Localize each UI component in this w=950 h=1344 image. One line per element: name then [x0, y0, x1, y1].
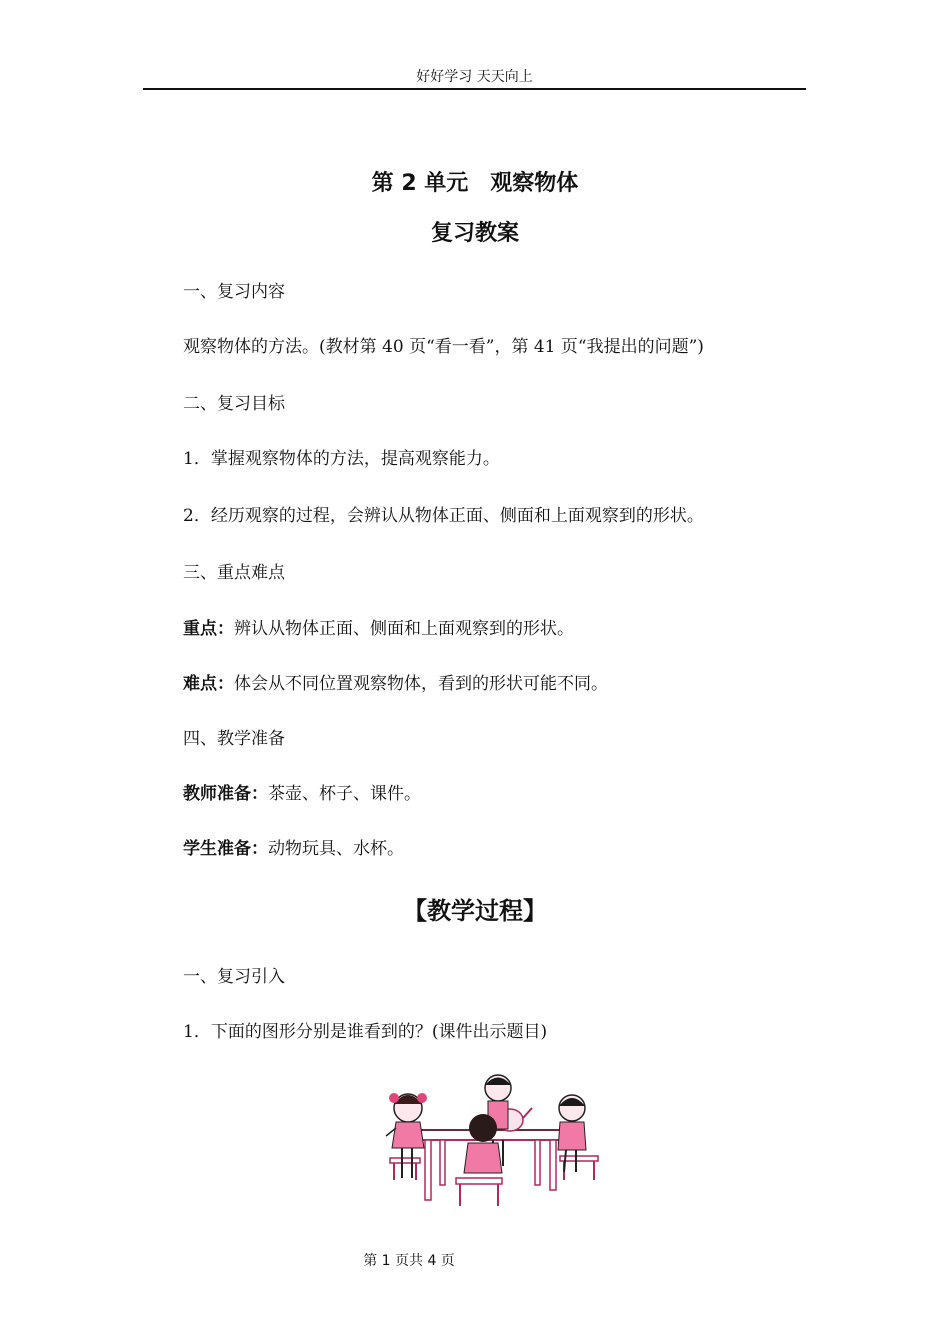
unit-title: 第 2 单元 观察物体: [371, 171, 579, 196]
teacher-prep-text: 茶壶、杯子、课件。: [268, 784, 421, 804]
header-divider: [143, 88, 806, 90]
page-footer: 第 1 页共 4 页: [363, 1253, 455, 1269]
teaching-process-heading: 【教学过程】: [403, 897, 547, 925]
key-point-label: 重点：: [183, 619, 234, 639]
process-heading-intro: 一、复习引入: [183, 967, 285, 987]
key-point-text: 辨认从物体正面、侧面和上面观察到的形状。: [234, 619, 574, 639]
difficulty-label: 难点：: [183, 674, 234, 694]
teacher-prep-row: [183, 779, 421, 804]
student-prep-label: 学生准备：: [183, 839, 268, 859]
teacher-prep-label: 教师准备：: [183, 784, 268, 804]
difficulty-row: [183, 669, 608, 694]
difficulty-text: 体会从不同位置观察物体，看到的形状可能不同。: [234, 674, 608, 694]
section-heading-key-points: 三、重点难点: [183, 563, 285, 583]
intro-question-1: 1．下面的图形分别是谁看到的？(课件出示题目): [183, 1022, 548, 1042]
review-content-text: 观察物体的方法。(教材第 40 页“看一看”，第 41 页“我提出的问题”): [183, 337, 704, 357]
goal-item-2: 2．经历观察的过程，会辨认从物体正面、侧面和上面观察到的形状。: [183, 506, 704, 526]
student-prep-row: [183, 834, 404, 859]
section-heading-preparation: 四、教学准备: [183, 729, 285, 749]
key-point-row: [183, 614, 574, 639]
goal-item-1: 1．掌握观察物体的方法，提高观察能力。: [183, 449, 500, 469]
section-heading-goals: 二、复习目标: [183, 394, 285, 414]
lesson-subtitle: 复习教案: [430, 221, 519, 246]
section-heading-content: 一、复习内容: [183, 282, 285, 302]
children-around-table-illustration: [380, 1068, 610, 1213]
page-header: 好好学习 天天向上: [416, 69, 533, 85]
student-prep-text: 动物玩具、水杯。: [268, 839, 404, 859]
